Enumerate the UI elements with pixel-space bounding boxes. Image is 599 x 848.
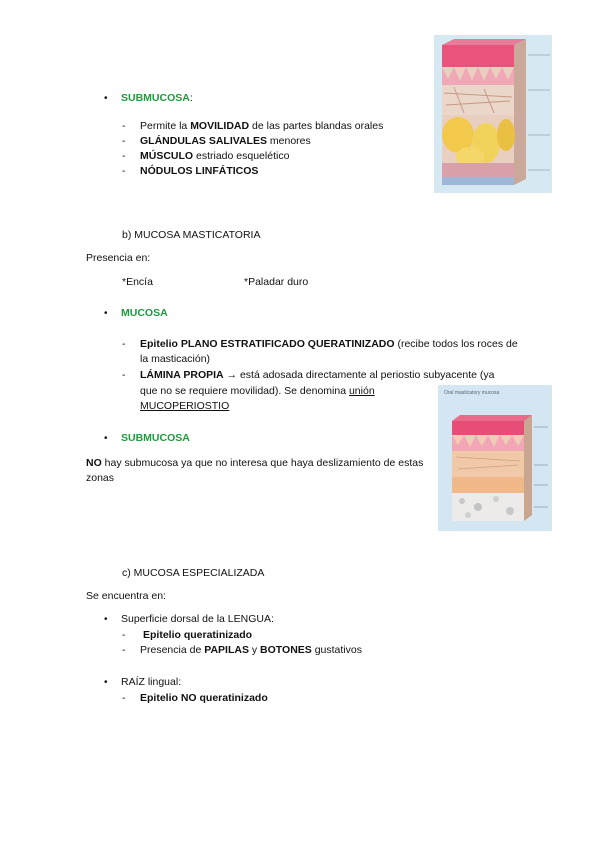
found-label: Se encuentra en: bbox=[86, 590, 166, 602]
submucosa-b-heading: SUBMUCOSA bbox=[121, 432, 190, 444]
dash-marker: - bbox=[122, 692, 126, 704]
submucosa-note: NO hay submucosa ya que no interesa que haya deslizamiento de estas bbox=[86, 457, 424, 469]
dash-marker: - bbox=[122, 150, 126, 162]
list-item: MÚSCULO estriado esquelético bbox=[140, 150, 290, 162]
dash-marker: - bbox=[122, 338, 126, 350]
list-item: Epitelio NO queratinizado bbox=[140, 692, 268, 704]
list-item: Presencia de PAPILAS y BOTONES gustativos bbox=[140, 644, 362, 656]
tissue-section-diagram-icon bbox=[438, 385, 552, 531]
masticatory-mucosa-figure bbox=[438, 385, 552, 531]
submucosa-note-2: zonas bbox=[86, 472, 115, 484]
lamina-line: LÁMINA PROPIA → está adosada directamente al periostio subyacente (ya bbox=[140, 369, 495, 381]
dash-marker: - bbox=[122, 369, 126, 381]
dash-marker: - bbox=[122, 135, 126, 147]
bullet-dot: • bbox=[104, 93, 108, 104]
list-item: Permite la MOVILIDAD de las partes blandas orales bbox=[140, 120, 384, 132]
section-c-heading: c) MUCOSA ESPECIALIZADA bbox=[122, 567, 265, 579]
figure-title: Oral masticatory mucosa bbox=[444, 390, 500, 396]
mucoperiostio-term: MUCOPERIOSTIO bbox=[140, 400, 230, 412]
list-item: GLÁNDULAS SALIVALES menores bbox=[140, 135, 311, 147]
bullet-dot: • bbox=[104, 677, 108, 688]
epitelio-line-2: la masticación) bbox=[140, 353, 211, 365]
dash-marker: - bbox=[122, 165, 126, 177]
bullet-dot: • bbox=[104, 433, 108, 444]
epitelio-line: Epitelio PLANO ESTRATIFICADO QUERATINIZADO (recibe todos los roces de bbox=[140, 338, 518, 350]
lamina-line-2: que no se requiere movilidad). Se denomina unión bbox=[140, 385, 375, 397]
dash-marker: - bbox=[122, 644, 126, 656]
location-encia: *Encía bbox=[122, 276, 153, 288]
list-item: Epitelio queratinizado bbox=[143, 629, 253, 641]
bullet-dot: • bbox=[104, 308, 108, 319]
lengua-label: Superficie dorsal de la LENGUA: bbox=[121, 613, 274, 625]
bullet-dot: • bbox=[104, 614, 108, 625]
dash-marker: - bbox=[122, 629, 126, 641]
list-item: NÓDULOS LINFÁTICOS bbox=[140, 165, 259, 177]
lining-mucosa-figure bbox=[434, 35, 552, 193]
dash-marker: - bbox=[122, 120, 126, 132]
section-b-heading: b) MUCOSA MASTICATORIA bbox=[122, 229, 261, 241]
tissue-section-diagram-icon bbox=[434, 35, 552, 193]
presence-label: Presencia en: bbox=[86, 252, 151, 264]
submucosa-heading: SUBMUCOSA: bbox=[121, 92, 193, 104]
raiz-label: RAÍZ lingual: bbox=[121, 676, 182, 688]
mucosa-heading: MUCOSA bbox=[121, 307, 168, 319]
location-paladar: *Paladar duro bbox=[244, 276, 309, 288]
